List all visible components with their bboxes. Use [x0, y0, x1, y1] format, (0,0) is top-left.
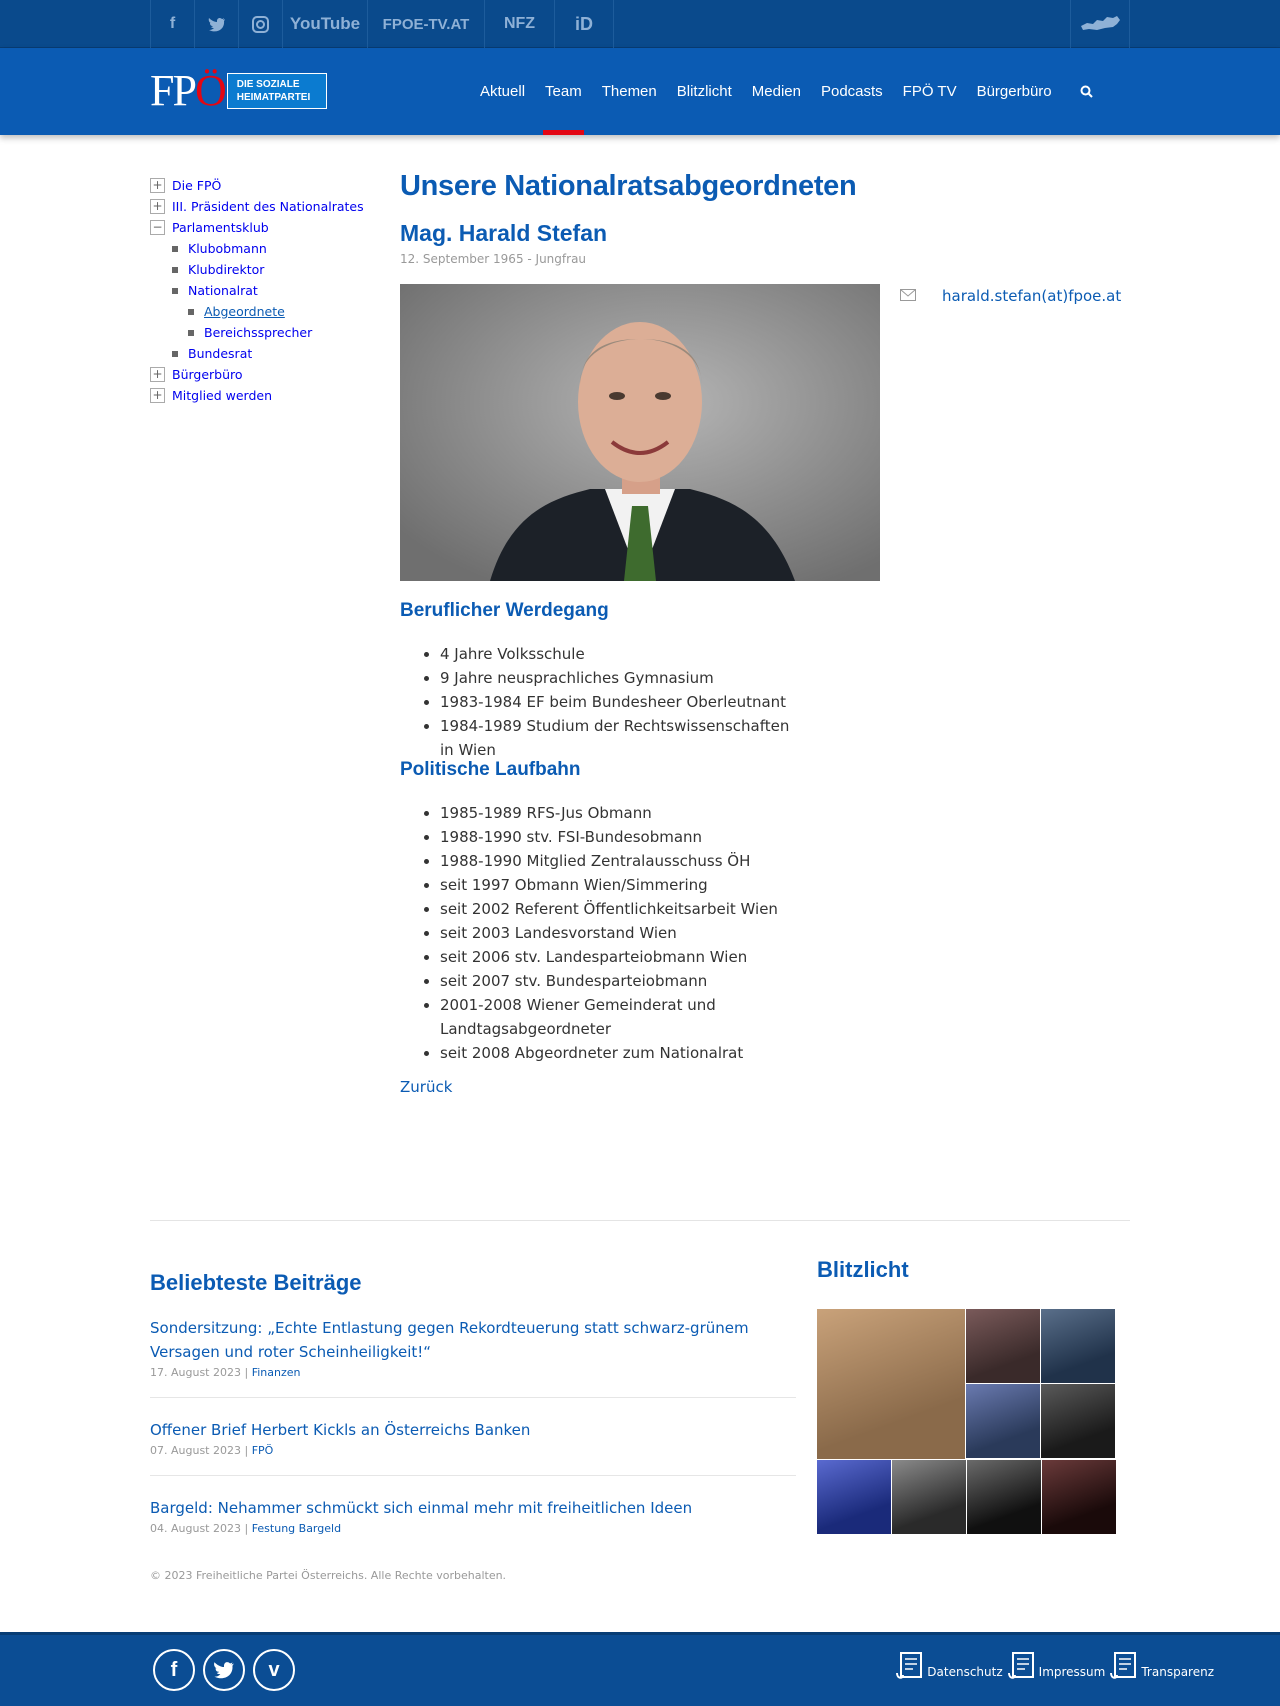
search-icon[interactable] [1070, 48, 1103, 135]
post-meta: 07. August 2023 | FPÖ [150, 1444, 274, 1457]
sidebar-item[interactable] [150, 238, 370, 259]
facebook-icon[interactable]: f [150, 0, 194, 48]
blitzlicht-gallery [817, 1309, 1117, 1534]
footer-link-0[interactable] [895, 1649, 1002, 1681]
twitter-icon[interactable] [203, 1649, 245, 1691]
blitzlicht-heading: Blitzlicht [817, 1257, 909, 1282]
footer-link-2[interactable] [1109, 1649, 1214, 1681]
main-navigation [470, 48, 1103, 135]
bullet-icon [172, 288, 178, 294]
id-icon[interactable]: iD [554, 0, 614, 48]
sidebar-item-label[interactable]: Parlamentsklub [172, 220, 269, 235]
nav-item-2[interactable]: Themen [601, 83, 657, 100]
sidebar-item[interactable] [150, 301, 370, 322]
sidebar-item[interactable] [150, 217, 370, 238]
copyright: © 2023 Freiheitliche Partei Österreichs. Alle Rechte vorbehalten. [150, 1569, 507, 1582]
post-title[interactable]: Offener Brief Herbert Kickls an Österreichs Banken [150, 1421, 531, 1439]
person-birth: 12. September 1965 - Jungfrau [400, 252, 587, 266]
career-item: • 9 Jahre neusprachliches Gymnasium [440, 666, 800, 690]
gallery-thumbnail[interactable] [1041, 1384, 1115, 1458]
post-date: 04. August 2023 [150, 1522, 241, 1535]
nav-item-4[interactable]: Medien [751, 83, 801, 100]
nav-item-0[interactable]: Aktuell [480, 83, 526, 100]
post-title[interactable]: Sondersitzung: „Echte Entlastung gegen Rekordteuerung statt schwarz-grünem Versagen und roter Scheinheiligkeit!“ [150, 1319, 749, 1361]
bullet-icon [172, 267, 178, 273]
sidebar-item[interactable] [150, 364, 370, 385]
post-date: 17. August 2023 [150, 1366, 241, 1379]
vimeo-icon[interactable]: v [253, 1649, 295, 1691]
politics-item: • seit 2008 Abgeordneter zum Nationalrat [440, 1041, 800, 1065]
sidebar-navigation [150, 175, 370, 406]
popular-heading: Beliebteste Beiträge [150, 1270, 362, 1295]
sidebar-item-label[interactable]: Bereichssprecher [204, 325, 313, 340]
footer-link-label: Transparenz [1141, 1665, 1214, 1679]
page-title: Unsere Nationalratsabgeordneten [400, 170, 857, 202]
blitzlicht-section [817, 1257, 1117, 1283]
email-link[interactable]: harald.stefan(at)fpoe.at [942, 287, 1122, 305]
expand-icon[interactable]: + [150, 388, 165, 403]
expand-icon[interactable]: + [150, 199, 165, 214]
post-category[interactable]: FPÖ [251, 1444, 274, 1457]
footer-social [153, 1649, 303, 1691]
gallery-thumbnail[interactable] [892, 1460, 966, 1534]
document-icon [895, 1649, 925, 1681]
sidebar-item[interactable] [150, 259, 370, 280]
politics-item: • seit 2002 Referent Öffentlichkeitsarbeit Wien [440, 897, 800, 921]
gallery-thumbnail[interactable] [817, 1460, 891, 1534]
bullet-icon [188, 309, 194, 315]
nav-item-3[interactable]: Blitzlicht [676, 83, 732, 100]
politics-item: • seit 2007 stv. Bundesparteiobmann [440, 969, 800, 993]
fpo-logo[interactable] [150, 66, 327, 115]
sidebar-item-label[interactable]: Mitglied werden [172, 388, 273, 403]
politics-item: • 1988-1990 Mitglied Zentralausschuss ÖH [440, 849, 800, 873]
footer [0, 1632, 1280, 1706]
sidebar-item-label[interactable]: Klubdirektor [188, 262, 265, 277]
logo-tagline: DIE SOZIALE HEIMATPARTEI [227, 73, 327, 109]
document-icon [1109, 1649, 1139, 1681]
post-date: 07. August 2023 [150, 1444, 241, 1457]
sidebar-item[interactable] [150, 280, 370, 301]
career-heading: Beruflicher Werdegang [400, 600, 609, 621]
politics-item: • 1985-1989 RFS-Jus Obmann [440, 801, 800, 825]
post-item [150, 1418, 796, 1476]
nav-item-1[interactable]: Team [535, 48, 592, 135]
post-category[interactable]: Festung Bargeld [251, 1522, 342, 1535]
sidebar-item-label[interactable]: Bürgerbüro [172, 367, 243, 382]
popular-posts-list [150, 1316, 796, 1553]
politics-item: • seit 1997 Obmann Wien/Simmering [440, 873, 800, 897]
austria-map-icon[interactable] [1070, 0, 1130, 48]
career-section [400, 600, 1130, 762]
politics-item: • 1988-1990 stv. FSI-Bundesobmann [440, 825, 800, 849]
sidebar-item-label[interactable]: Die FPÖ [172, 178, 222, 193]
footer-links [891, 1649, 1214, 1681]
collapse-icon[interactable]: − [150, 220, 165, 235]
post-item [150, 1496, 796, 1553]
post-category[interactable]: Finanzen [251, 1366, 301, 1379]
expand-icon[interactable]: + [150, 367, 165, 382]
career-item: • 1984-1989 Studium der Rechtswissenschaften in Wien [440, 714, 800, 762]
nfz-icon[interactable]: NFZ [484, 0, 554, 48]
section-divider [150, 1220, 1130, 1221]
politics-item: • seit 2006 stv. Landesparteiobmann Wien [440, 945, 800, 969]
sidebar-item[interactable] [150, 196, 370, 217]
top-social-links [150, 0, 614, 48]
facebook-icon[interactable]: f [153, 1649, 195, 1691]
sidebar-item-label[interactable]: Nationalrat [188, 283, 258, 298]
politics-item: • seit 2003 Landesvorstand Wien [440, 921, 800, 945]
career-list [400, 642, 1130, 762]
logo-wordmark: FPÖ [150, 66, 225, 115]
main-content [400, 170, 1130, 1096]
politics-item: • 2001-2008 Wiener Gemeinderat und Landtagsabgeordneter [440, 993, 800, 1041]
person-name: Mag. Harald Stefan [400, 220, 608, 246]
gallery-thumbnail[interactable] [1042, 1460, 1116, 1534]
sidebar-item-label[interactable]: Bundesrat [188, 346, 253, 361]
post-item [150, 1316, 796, 1398]
fpoe-tv-icon[interactable]: FPOE-TV.AT [367, 0, 484, 48]
post-title[interactable]: Bargeld: Nehammer schmückt sich einmal mehr mit freiheitlichen Ideen [150, 1499, 693, 1517]
popular-posts [150, 1270, 796, 1553]
instagram-icon[interactable] [238, 0, 282, 48]
gallery-thumbnail[interactable] [967, 1460, 1041, 1534]
gallery-thumbnail[interactable] [966, 1309, 1040, 1383]
document-icon [1007, 1649, 1037, 1681]
nav-item-7[interactable]: Bürgerbüro [976, 83, 1052, 100]
sidebar-item-label[interactable]: Klubobmann [188, 241, 267, 256]
sidebar-item-label[interactable]: Abgeordnete [204, 304, 285, 319]
sidebar-item-label[interactable]: III. Präsident des Nationalrates [172, 199, 364, 214]
youtube-icon[interactable]: YouTube [282, 0, 367, 48]
footer-link-label: Impressum [1038, 1665, 1106, 1679]
nav-item-6[interactable]: FPÖ TV [902, 83, 957, 100]
top-social-bar [0, 0, 1280, 48]
career-item: • 4 Jahre Volksschule [440, 642, 800, 666]
gallery-thumbnail[interactable] [1041, 1309, 1115, 1383]
post-meta: 17. August 2023 | Finanzen [150, 1366, 301, 1379]
bullet-icon [172, 246, 178, 252]
sidebar-item[interactable] [150, 322, 370, 343]
bullet-icon [172, 351, 178, 357]
career-item: • 1983-1984 EF beim Bundesheer Oberleutnant [440, 690, 800, 714]
sidebar-item[interactable] [150, 385, 370, 406]
post-meta: 04. August 2023 | Festung Bargeld [150, 1522, 342, 1535]
footer-link-1[interactable] [1007, 1649, 1106, 1681]
bullet-icon [188, 330, 194, 336]
main-header [0, 48, 1280, 135]
expand-icon[interactable]: + [150, 178, 165, 193]
sidebar-item[interactable] [150, 343, 370, 364]
footer-link-label: Datenschutz [927, 1665, 1003, 1679]
nav-item-5[interactable]: Podcasts [820, 83, 883, 100]
gallery-thumbnail[interactable] [817, 1309, 965, 1459]
politics-section [400, 759, 1130, 1065]
portrait-photo [400, 284, 880, 581]
politics-list [400, 801, 1130, 1065]
politics-heading: Politische Laufbahn [400, 759, 581, 780]
sidebar-item[interactable] [150, 175, 370, 196]
twitter-icon[interactable] [194, 0, 238, 48]
gallery-thumbnail[interactable] [966, 1384, 1040, 1458]
back-link[interactable]: Zurück [400, 1078, 453, 1096]
contact-email [900, 287, 1121, 305]
envelope-icon [900, 287, 942, 305]
